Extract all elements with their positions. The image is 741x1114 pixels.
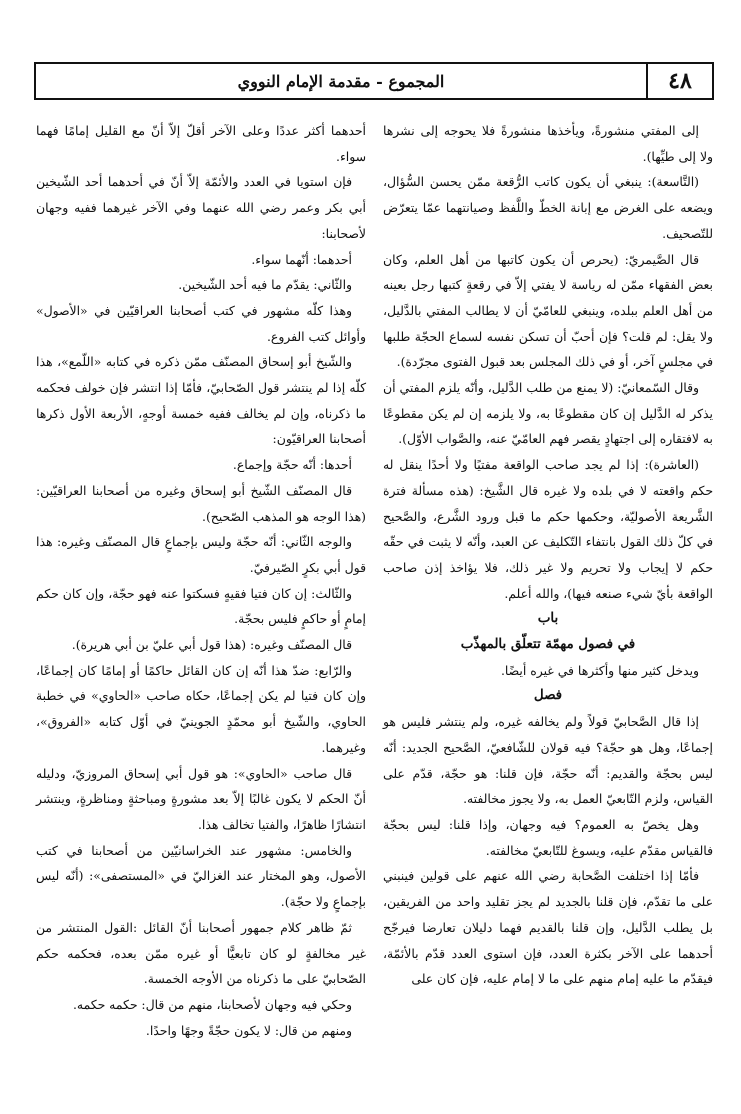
left-column-paragraph: والرّابع: ضدّ هذا أنّه إن كان القائل حاكمًا أو إمامًا كان إجماعًا، وإن كان فتيا لم يكن إجماعًا، حكاه صاحب «الحاوي» في خطبة الحاوي، والشّيخ أبو محمّدٍ الجوينيّ في أوّل كتابه «الفروق»، وغيرهما. [36,662,366,755]
left-text-column [36,118,366,1043]
right-column-paragraph: وقال السّمعانيّ: (لا يمنع من طلب الدَّليل، وأنّه يلزم المفتي أن يذكر له الدَّليل إن كان مقطوعًا به، ولا يلزمه إن لم يكن مقطوعًا به لافتقاره إلى اجتهادٍ يقصر فهم العامّيّ عنه، والصَّواب الأوّل). [383,380,713,447]
right-column-heading: فصل [533,687,563,704]
right-column-paragraph: (العاشرة): إذا لم يجد صاحب الواقعة مفتيًا ولا أحدًا ينقل له حكم واقعته لا في بلده ولا غيره قال الشَّيخ: (هذه مسألة فترة الشَّريعة الأصوليّة، وحكمها حكم ما قبل ورود الشَّرع، والصَّحيح في كلّ ذلك القول بانتفاء التّكليف عن العبد، وأنّه لا يثبت في حقّه حكم لا إيجاب ولا تحريم ولا غير ذلك، فلا يؤاخذ إذن صاحب الواقعة بأيّ شيء صنعه فيها)، والله أعلم. [383,457,713,601]
right-text-column [383,118,713,992]
right-column-paragraph: ويدخل كثير منها وأكثرها في غيره أيضًا. [500,662,699,678]
page-header [34,62,714,100]
running-title: المجموع - مقدمة الإمام النووي [237,71,445,91]
left-column-paragraph: والشّيخ أبو إسحاق المصنّف ممّن ذكره في كتابه «اللّمع»، هذا كلّه إذا لم ينتشر قول الصّحابيّ، فأمّا إذا انتشر فإن خولف فحكمه ما ذكرناه، وإن لم يخالف ففيه خمسة أوجهٍ، الأربعة الأول ذكرها أصحابنا العراقيّون: [36,354,366,447]
left-column-paragraph: قال صاحب «الحاوي»: هو قول أبي إسحاق المروزيّ، ودليله أنّ الحكم لا يكون غالبًا إلاّ بعد مشورةٍ ومباحثةٍ ومناظرةٍ، وينتشر انتشارًا ظاهرًا، والفتيا تخالف هذا. [36,765,366,832]
right-column-heading: باب [537,610,559,627]
left-column-paragraph: أحدهما أكثر عددًا وعلى الآخر أقلّ إلاّ أنّ مع القليل إمامًا فهما سواء. [36,123,366,164]
left-column-paragraph: قال المصنّف وغيره: (هذا قول أبي عليّ بن أبي هريرة). [71,637,352,653]
right-column-paragraph: إلى المفتي منشورةً، ويأخذها منشورةً فلا يحوجه إلى نشرها ولا إلى طيِّها). [383,123,713,164]
right-column-paragraph: فأمّا إذا اختلفت الصَّحابة رضي الله عنهم على قولين فينبني على ما تقدّم، فإن قلنا بالجديد لم يجز تقليد واحد من الفريقين، بل يطلب الدَّليل، وإن قلنا بالقديم فهما دليلان تعارضا فيرجّح أحدهما على الآخر بكثرة العدد، فإن استوى العدد قدّم بالأئمّة، فيقدّم ما عليه إمام منهم على ما لا إمام عليه، فإن كان على [383,868,713,987]
left-column-paragraph: أحدها: أنّه حجّة وإجماع. [232,457,352,473]
left-column-paragraph: والثّالث: إن كان فتيا فقيهٍ فسكتوا عنه فهو حجّة، وإن كان حكم إمامٍ أو حاكمٍ فليس بحجّة. [36,585,366,627]
left-column-paragraph: والخامس: مشهور عند الخراسانيّين من أصحابنا في كتب الأصول، وهو المختار عند الغزاليّ في «المستصفى»: (أنّه ليس بإجماعٍ ولا حجّة). [36,842,366,910]
right-column-heading: في فصول مهمّة تتعلّق بالمهذّب [460,636,636,653]
right-column-paragraph: قال الصَّيمريّ: (يحرص أن يكون كاتبها من أهل العلم، وكان بعض الفقهاء ممّن له رياسة لا يفتي إلاّ في رقعةٍ كتبها رجل بعينه من أهل العلم ببلده، وينبغي للعامّيّ أن لا يطالب المفتي بالدَّليل، ولا يقل: لم قلت؟ فإن أحبّ أن تسكن نفسه لسماع الحجّة طلبها في مجلسٍ آخر، أو في ذلك المجلس بعد قبول الفتوى مجرّدة). [383,251,713,370]
left-column-paragraph: قال المصنّف الشّيخ أبو إسحاق وغيره من أصحابنا العراقيّين: (هذا الوجه هو المذهب الصّحيح). [36,482,366,524]
left-column-paragraph: أحدهما: أنّهما سواء. [251,251,352,267]
left-column-paragraph: والوجه الثّاني: أنّه حجّة وليس بإجماعٍ قال المصنّف وغيره: هذا قول أبي بكرٍ الصّيرفيّ. [36,534,366,575]
left-column-paragraph: ثمّ ظاهر كلام جمهور أصحابنا أنّ القائل :القول المنتشر من غير مخالفةٍ لو كان تابعيًّا أو غيره ممّن بعده، فحكمه حكم الصّحابيّ على ما ذكرناه من الأوجه الخمسة. [36,919,366,987]
right-column-paragraph: وهل يخصّ به العموم؟ فيه وجهان، وإذا قلنا: ليس بحجّة فالقياس مقدّم عليه، ويسوغ للتّابعيّ مخالفته. [383,816,713,858]
left-column-paragraph: ومنهم من قال: لا يكون حجّةً وجهًا واحدًا. [145,1022,352,1038]
left-column-paragraph: وهذا كلّه مشهور في كتب أصحابنا العراقيّين في «الأصول» وأوائل كتب الفروع. [36,302,366,344]
page-number: ٤٨ [646,64,712,98]
left-column-paragraph: فإن استويا في العدد والأئمّة إلاّ أنّ في أحدهما أحد الشّيخين أبي بكر وعمر رضي الله عنهما وفي الآخر غيرهما ففيه وجهان لأصحابنا: [36,174,366,241]
right-column-paragraph: (التَّاسعة): ينبغي أن يكون كاتب الرُّقعة ممّن يحسن السُّؤال، ويضعه على الغرض مع إبانة الخطّ واللَّفظ وصيانتهما عمّا يتعرّض للتّصحيف. [383,174,713,241]
right-column-paragraph: إذا قال الصَّحابيّ قولاً ولم يخالفه غيره، ولم ينتشر فليس هو إجماعًا، وهل هو حجّة؟ فيه قولان للشّافعيّ، الصَّحيح الجديد: أنّه ليس بحجّة والقديم: أنّه حجّة، فإن قلنا: هو حجّة، قدّم على القياس، ولزم التّابعيّ العمل به، ولا يجوز مخالفته. [383,714,713,807]
left-column-paragraph: والثّاني: يقدّم ما فيه أحد الشّيخين. [178,277,352,293]
left-column-paragraph: وحكي فيه وجهان لأصحابنا، منهم من قال: حكمه حكمه. [72,996,352,1012]
